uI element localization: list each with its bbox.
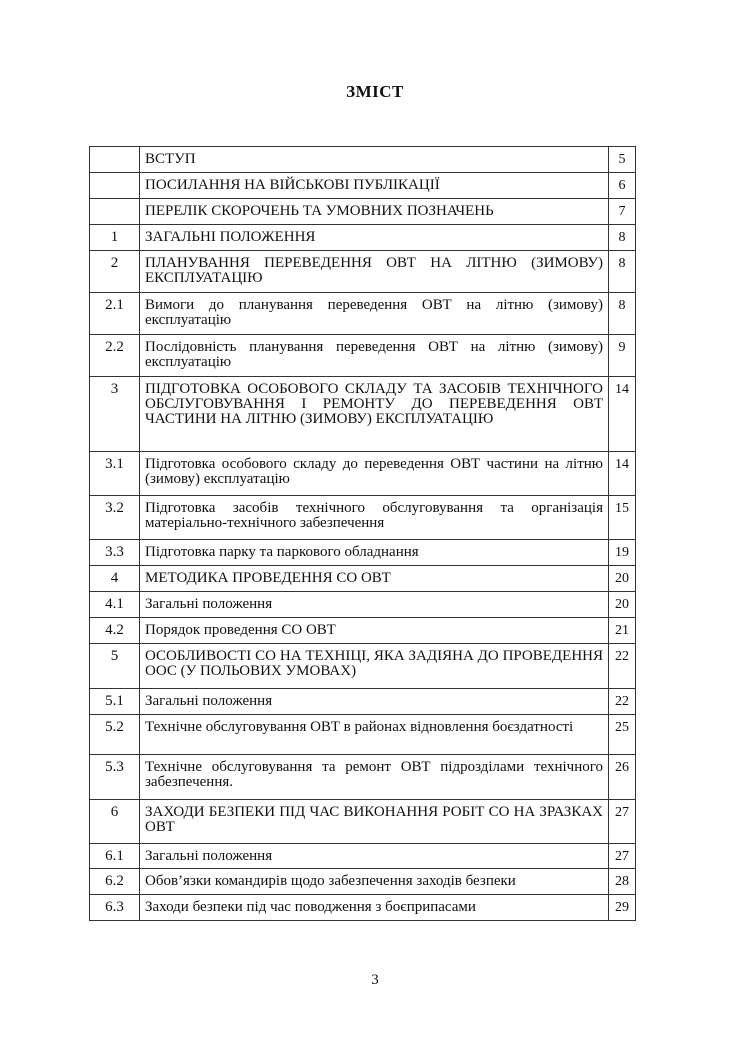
- toc-section-title: Загальні положення: [140, 592, 609, 618]
- toc-row: [90, 755, 636, 800]
- toc-row: [90, 199, 636, 225]
- toc-page-number: 26: [609, 755, 636, 800]
- toc-page-number: 29: [609, 895, 636, 921]
- toc-row: [90, 644, 636, 689]
- toc-page-number: 6: [609, 173, 636, 199]
- toc-section-number: 6.2: [90, 869, 140, 895]
- toc-row: [90, 147, 636, 173]
- toc-section-number: 3: [90, 377, 140, 452]
- toc-section-title: Технічне обслуговування ОВТ в районах відновлення боєздатності: [140, 715, 609, 755]
- toc-section-number: 2: [90, 251, 140, 293]
- toc-page-number: 27: [609, 800, 636, 844]
- toc-section-title: Підготовка засобів технічного обслуговування та організація матеріально-технічного забезпечення: [140, 496, 609, 540]
- toc-page-number: 21: [609, 618, 636, 644]
- toc-section-title: ЗАГАЛЬНІ ПОЛОЖЕННЯ: [140, 225, 609, 251]
- toc-row: [90, 566, 636, 592]
- toc-page-number: 14: [609, 452, 636, 496]
- toc-page-number: 15: [609, 496, 636, 540]
- toc-section-number: 5: [90, 644, 140, 689]
- toc-section-title: Підготовка особового складу до переведення ОВТ частини на літню (зимову) експлуатацію: [140, 452, 609, 496]
- toc-section-title: МЕТОДИКА ПРОВЕДЕННЯ СО ОВТ: [140, 566, 609, 592]
- toc-section-number: 5.1: [90, 689, 140, 715]
- toc-section-title: ПЕРЕЛІК СКОРОЧЕНЬ ТА УМОВНИХ ПОЗНАЧЕНЬ: [140, 199, 609, 225]
- toc-section-title: Заходи безпеки під час поводження з боєприпасами: [140, 895, 609, 921]
- toc-section-number: 2.1: [90, 293, 140, 335]
- toc-section-number: 3.2: [90, 496, 140, 540]
- toc-page-number: 22: [609, 689, 636, 715]
- toc-row: [90, 689, 636, 715]
- toc-row: [90, 452, 636, 496]
- toc-page-number: 20: [609, 566, 636, 592]
- toc-section-number: 5.3: [90, 755, 140, 800]
- toc-row: [90, 715, 636, 755]
- page-title: ЗМІСТ: [346, 82, 404, 101]
- toc-section-title: Послідовність планування переведення ОВТ на літню (зимову) експлуатацію: [140, 335, 609, 377]
- toc-page-number: 5: [609, 147, 636, 173]
- toc-row: [90, 335, 636, 377]
- toc-section-number: 4.1: [90, 592, 140, 618]
- toc-section-title: Загальні положення: [140, 844, 609, 869]
- toc-page-number: 20: [609, 592, 636, 618]
- toc-section-number: 2.2: [90, 335, 140, 377]
- toc-row: [90, 173, 636, 199]
- toc-section-title: ЗАХОДИ БЕЗПЕКИ ПІД ЧАС ВИКОНАННЯ РОБІТ СО НА ЗРАЗКАХ ОВТ: [140, 800, 609, 844]
- toc-section-number: [90, 147, 140, 173]
- toc-row: [90, 293, 636, 335]
- toc-section-title: ПОСИЛАННЯ НА ВІЙСЬКОВІ ПУБЛІКАЦІЇ: [140, 173, 609, 199]
- toc-section-title: ОСОБЛИВОСТІ СО НА ТЕХНІЦІ, ЯКА ЗАДІЯНА ДО ПРОВЕДЕННЯ ООС (У ПОЛЬОВИХ УМОВАХ): [140, 644, 609, 689]
- toc-page-number: 7: [609, 199, 636, 225]
- toc-page-number: 27: [609, 844, 636, 869]
- toc-section-title: Порядок проведення СО ОВТ: [140, 618, 609, 644]
- toc-section-number: [90, 173, 140, 199]
- table-of-contents: [89, 146, 636, 921]
- toc-page-number: 9: [609, 335, 636, 377]
- toc-section-number: 3.1: [90, 452, 140, 496]
- toc-section-number: 6: [90, 800, 140, 844]
- toc-section-number: [90, 199, 140, 225]
- toc-section-title: ВСТУП: [140, 147, 609, 173]
- toc-section-number: 6.1: [90, 844, 140, 869]
- toc-row: [90, 895, 636, 921]
- toc-row: [90, 540, 636, 566]
- toc-section-number: 1: [90, 225, 140, 251]
- toc-section-title: Загальні положення: [140, 689, 609, 715]
- toc-section-number: 4: [90, 566, 140, 592]
- toc-row: [90, 496, 636, 540]
- toc-row: [90, 618, 636, 644]
- toc-page-number: 28: [609, 869, 636, 895]
- toc-row: [90, 592, 636, 618]
- toc-section-title: Обов’язки командирів щодо забезпечення заходів безпеки: [140, 869, 609, 895]
- page-number: 3: [371, 972, 379, 988]
- toc-section-title: Технічне обслуговування та ремонт ОВТ підрозділами технічного забезпечення.: [140, 755, 609, 800]
- toc-section-title: ПІДГОТОВКА ОСОБОВОГО СКЛАДУ ТА ЗАСОБІВ ТЕХНІЧНОГО ОБСЛУГОВУВАННЯ І РЕМОНТУ ДО ПЕРЕВЕДЕННЯ ОВТ ЧАСТИНИ НА ЛІТНЮ (ЗИМОВУ) ЕКСПЛУАТАЦІЮ: [140, 377, 609, 452]
- toc-page-number: 14: [609, 377, 636, 452]
- toc-row: [90, 251, 636, 293]
- toc-row: [90, 844, 636, 869]
- toc-section-title: ПЛАНУВАННЯ ПЕРЕВЕДЕННЯ ОВТ НА ЛІТНЮ (ЗИМОВУ) ЕКСПЛУАТАЦІЮ: [140, 251, 609, 293]
- toc-page-number: 8: [609, 251, 636, 293]
- toc-page-number: 8: [609, 293, 636, 335]
- toc-section-title: Вимоги до планування переведення ОВТ на літню (зимову) експлуатацію: [140, 293, 609, 335]
- toc-section-number: 4.2: [90, 618, 140, 644]
- toc-page-number: 19: [609, 540, 636, 566]
- toc-page-number: 22: [609, 644, 636, 689]
- toc-row: [90, 869, 636, 895]
- toc-body: [90, 147, 636, 921]
- toc-section-number: 6.3: [90, 895, 140, 921]
- toc-section-number: 3.3: [90, 540, 140, 566]
- toc-section-number: 5.2: [90, 715, 140, 755]
- toc-row: [90, 377, 636, 452]
- toc-row: [90, 800, 636, 844]
- toc-page-number: 8: [609, 225, 636, 251]
- toc-page-number: 25: [609, 715, 636, 755]
- toc-section-title: Підготовка парку та паркового обладнання: [140, 540, 609, 566]
- toc-row: [90, 225, 636, 251]
